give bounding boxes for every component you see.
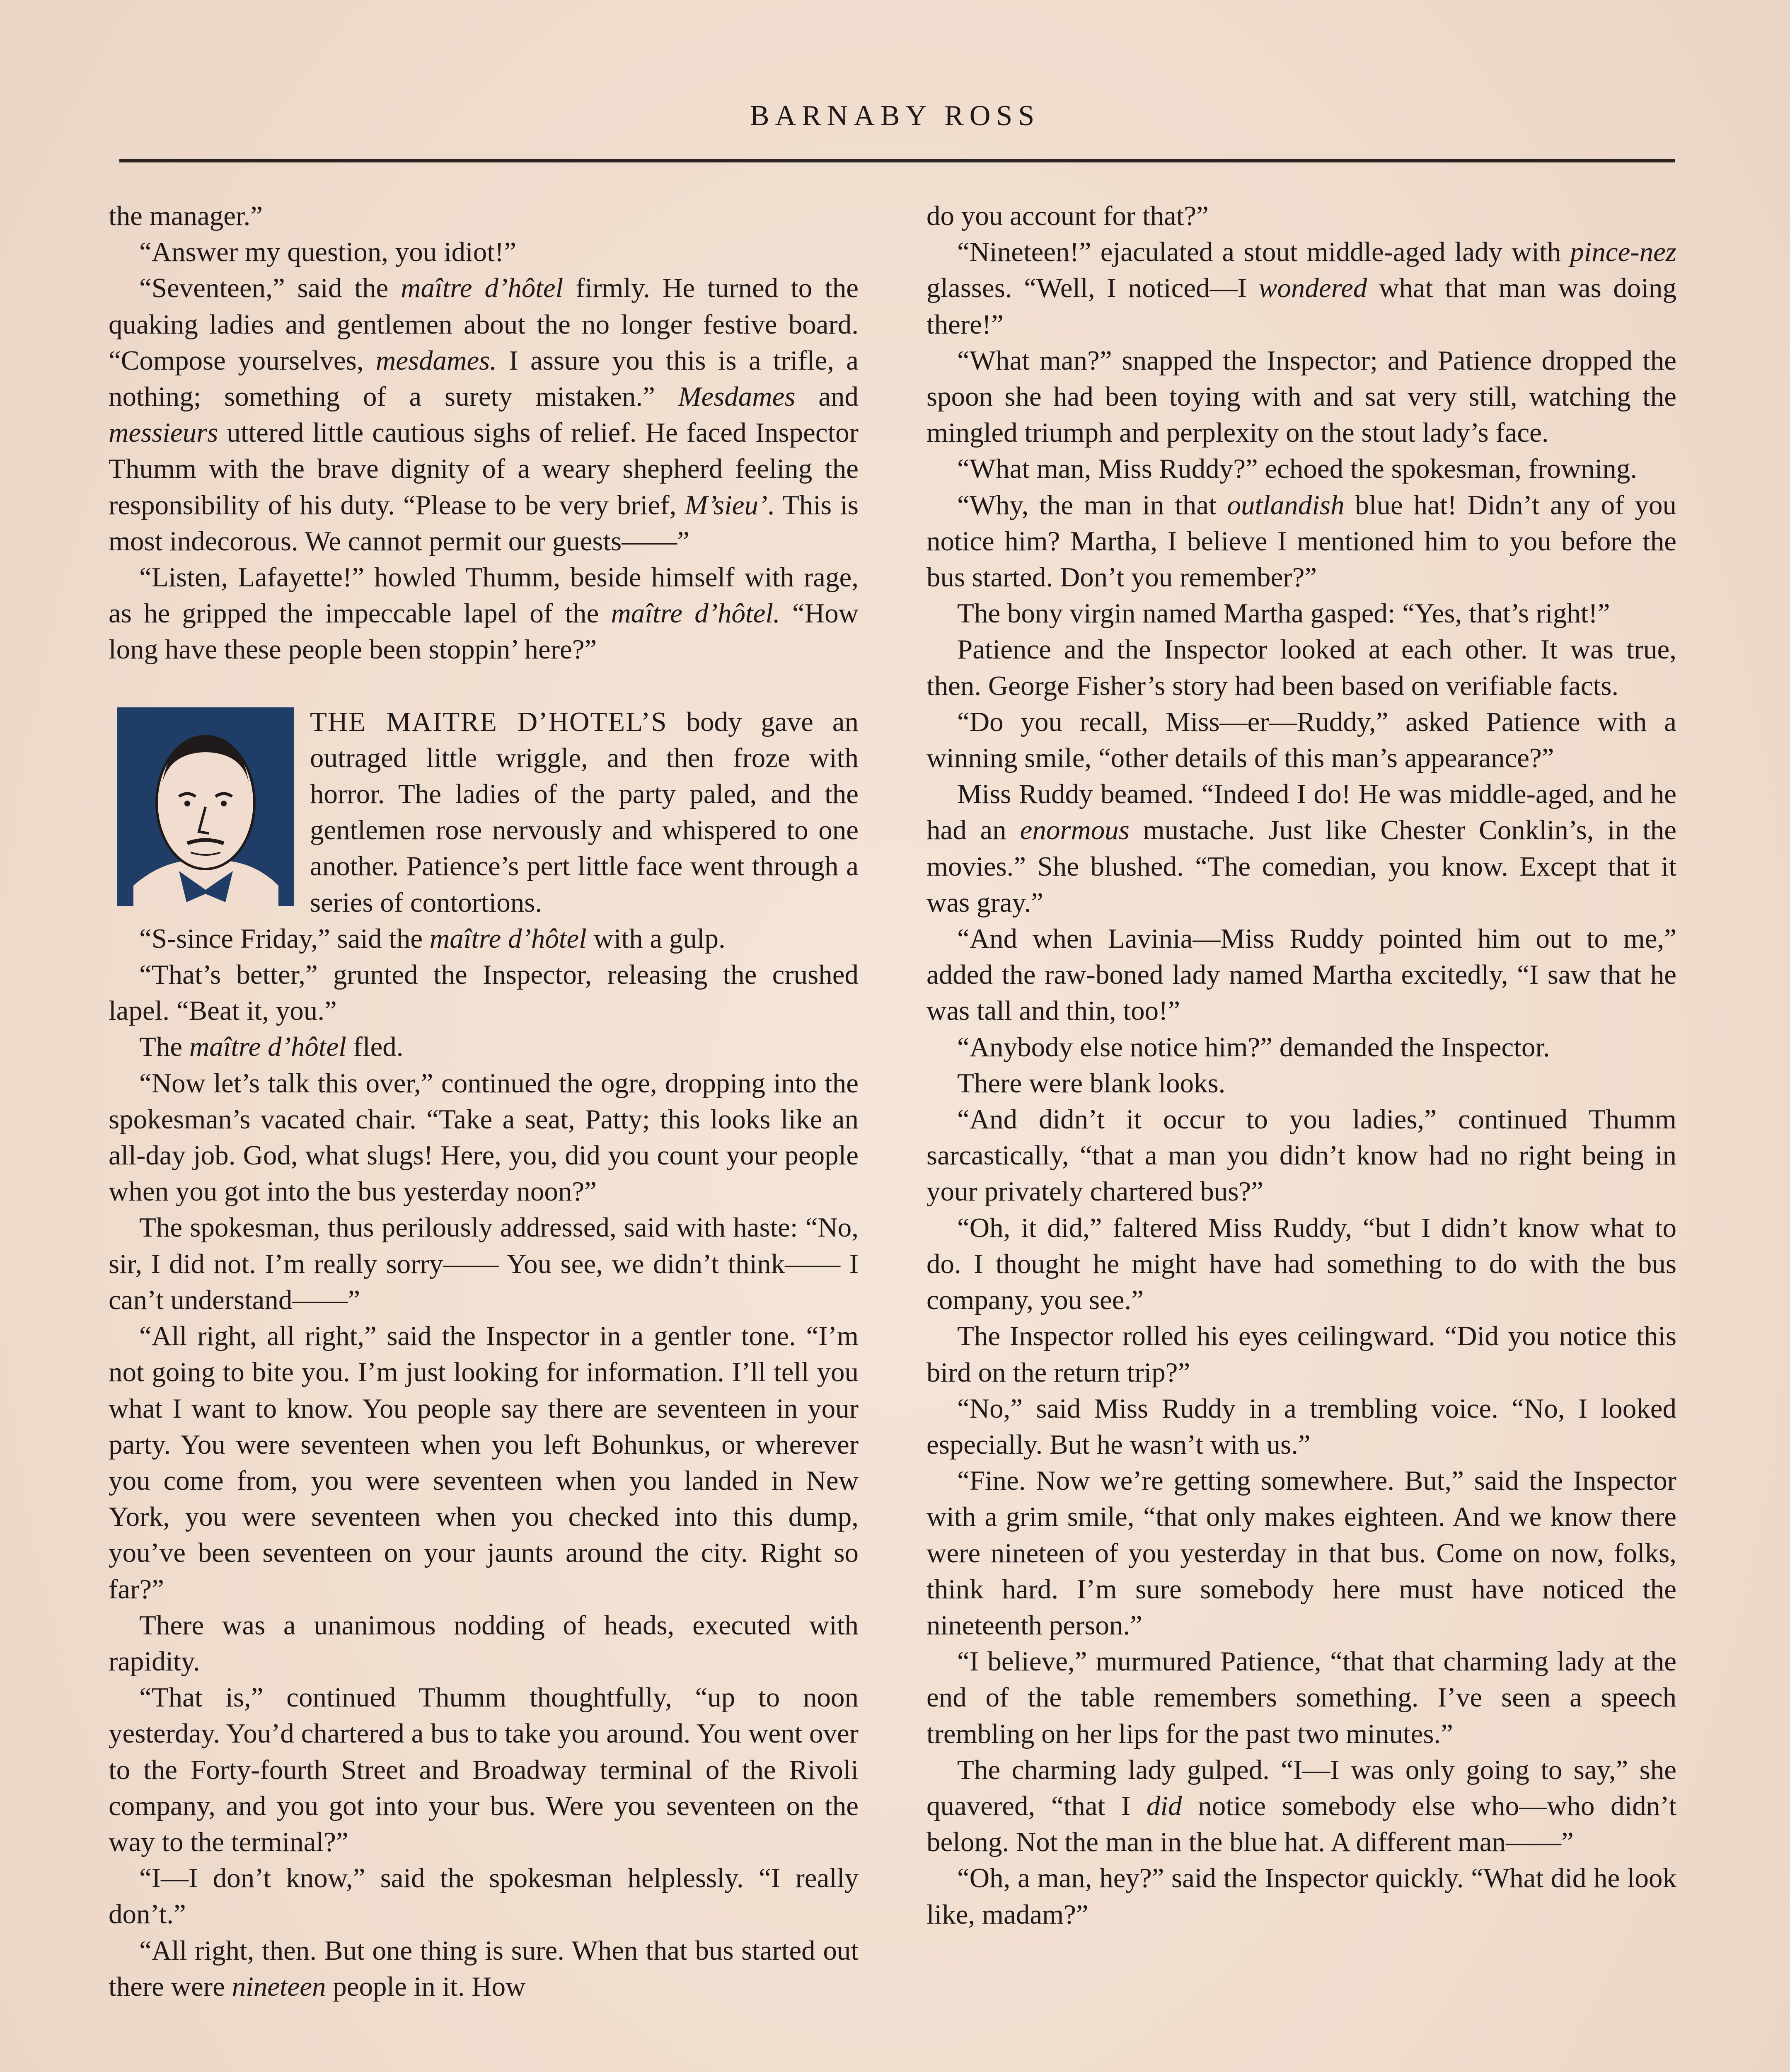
paragraph <box>109 921 859 957</box>
paragraph <box>926 1210 1676 1319</box>
paragraph <box>926 1860 1676 1932</box>
text-run: “Do you recall, Miss—er—Ruddy,” asked Patience with a winning smile, “other details of this man’s appearance?” <box>926 706 1676 774</box>
paragraph <box>926 198 1676 234</box>
paragraph <box>109 1318 859 1607</box>
text-run: “How long have these people been stoppin’ here?” <box>109 598 859 665</box>
text-run: “What man?” snapped the Inspector; and Patience dropped the spoon she had been toying with and sat very still, watching the mingled triumph and perplexity on the stout lady’s face. <box>926 345 1676 448</box>
italic-text: did <box>1146 1790 1182 1821</box>
text-run: the manager.” <box>109 201 263 231</box>
paragraph <box>926 1391 1676 1463</box>
left-column <box>109 198 859 2005</box>
text-run: and <box>795 381 859 412</box>
paragraph <box>926 1463 1676 1644</box>
text-run: “That’s better,” grunted the Inspector, releasing the crushed lapel. “Beat it, you.” <box>109 959 859 1026</box>
text-run: glasses. “Well, I noticed—I <box>926 273 1259 304</box>
text-run: THE MAITRE D’HOTEL’S <box>310 706 668 737</box>
text-run: fled. <box>346 1031 404 1063</box>
text-run: The spokesman, thus perilously addressed, said with haste: “No, sir, I did not. I’m really sorry—— You see, we didn’t think—— I can’t understand——” <box>109 1212 859 1315</box>
text-run: “Anybody else notice him?” demanded the Inspector. <box>957 1031 1550 1063</box>
paragraph <box>109 1029 859 1065</box>
text-run: . This is most indecorous. We cannot permit our guests——” <box>109 489 859 557</box>
text-run: “Now let’s talk this over,” continued the ogre, dropping into the spokesman’s vacated chair. “Take a seat, Patty; this looks like an all-day job. God, what slugs! Here, you, did you count your people when you got into the bus yesterday noon?” <box>109 1067 859 1207</box>
text-run: The <box>139 1031 189 1063</box>
paragraph <box>926 921 1676 1029</box>
text-run: “Fine. Now we’re getting somewhere. But,” said the Inspector with a grim smile, “that only makes eighteen. And we know there were nineteen of you yesterday in that bus. Come on now, folks, think hard. I’m sure somebody here must have noticed the nineteenth person.” <box>926 1465 1676 1641</box>
text-run: “Why, the man in that <box>957 489 1227 520</box>
paragraph <box>926 595 1676 632</box>
text-run: “That is,” continued Thumm thoughtfully, “up to noon yesterday. You’d chartered a bus to take you around. You went over to the Forty-fourth Street and Broadway terminal of the Rivoli company, and you got into your bus. Were you seventeen on the way to the terminal?” <box>109 1682 859 1857</box>
header-rule <box>119 159 1675 162</box>
text-run: “Seventeen,” said the <box>139 273 401 304</box>
text-run: “Oh, it did,” faltered Miss Ruddy, “but I didn’t know what to do. I thought he might have had something to do with the bus company, you see.” <box>926 1212 1676 1316</box>
paragraph <box>109 270 859 559</box>
text-run: body gave an outraged little wriggle, and then froze with horror. The ladies of the party paled, and the gentlemen rose nervously and whispered to one another. Patience’s pert little face went through a series of contortions. <box>310 706 859 918</box>
text-run: I assure you this is a trifle, a nothing; something of a surety mistaken.” <box>109 345 859 412</box>
text-run: blue hat! Didn’t any of you notice him? Martha, I believe I mentioned him to you before the bus started. Don’t you remember?” <box>926 489 1676 593</box>
italic-text: maître d’hôtel <box>401 273 564 304</box>
paragraph <box>926 1029 1676 1065</box>
text-run: firmly. He turned to the quaking ladies and gentlemen about the no longer festive board. “Compose yourselves, <box>109 273 859 376</box>
text-run: uttered little cautious sighs of relief. He faced Inspector Thumm with the brave dignity of a weary shepherd feeling the responsibility of his duty. “Please to be very brief, <box>109 417 859 520</box>
text-run: notice somebody else who—who didn’t belong. Not the man in the blue hat. A different man——” <box>926 1790 1676 1858</box>
paragraph <box>926 343 1676 451</box>
paragraph <box>926 632 1676 704</box>
text-run: The Inspector rolled his eyes ceilingward. “Did you notice this bird on the return trip?” <box>926 1321 1676 1388</box>
paragraph <box>109 1607 859 1680</box>
paragraph <box>926 1318 1676 1390</box>
italic-text: M’sieu’ <box>685 489 768 520</box>
text-run: “What man, Miss Ruddy?” echoed the spokesman, frowning. <box>957 453 1638 484</box>
text-run: The charming lady gulped. “I—I was only going to say,” she quavered, “that I <box>926 1754 1676 1821</box>
paragraph <box>926 776 1676 921</box>
text-run: with a gulp. <box>586 923 726 954</box>
text-run: “All right, all right,” said the Inspector in a gentler tone. “I’m not going to bite you. I’m just looking for information. I’ll tell you what I want to know. You people say there are seventeen in your party. You were seventeen when you left Bohunkus, or wherever you come from, you were seventeen when you landed in New York, you were seventeen when you checked into this dump, you’ve been seventeen on your jaunts around the city. Right so far?” <box>109 1321 859 1605</box>
paragraph <box>109 198 859 234</box>
paragraph <box>926 1065 1676 1101</box>
text-run: The bony virgin named Martha gasped: “Yes, that’s right!” <box>957 598 1610 629</box>
text-run: “I—I don’t know,” said the spokesman helplessly. “I really don’t.” <box>109 1863 859 1930</box>
paragraph <box>109 957 859 1029</box>
text-run: mustache. Just like Chester Conklin’s, in the movies.” She blushed. “The comedian, you know. Except that it was gray.” <box>926 815 1676 918</box>
italic-text: wondered <box>1258 273 1367 304</box>
paragraph <box>109 1065 859 1210</box>
italic-text: maître d’hôtel. <box>611 598 780 629</box>
text-run: “And didn’t it occur to you ladies,” continued Thumm sarcastically, “that a man you didn’t know had no right being in your privately chartered bus?” <box>926 1104 1676 1207</box>
text-run: what that man was doing there!” <box>926 273 1676 340</box>
text-run: “All right, then. But one thing is sure. When that bus started out there were <box>109 1935 859 2002</box>
italic-text: enormous <box>1020 815 1130 846</box>
italic-text: pince-nez <box>1570 237 1676 268</box>
text-run: “Nineteen!” ejaculated a stout middle-aged lady with <box>957 237 1570 268</box>
paragraph <box>109 559 859 668</box>
text-run: “Oh, a man, hey?” said the Inspector quickly. “What did he look like, madam?” <box>926 1863 1676 1930</box>
illustrated-paragraph <box>109 704 859 921</box>
text-run: “Listen, Lafayette!” howled Thumm, beside himself with rage, as he gripped the impeccable lapel of the <box>109 562 859 629</box>
maitre-d-portrait-illustration <box>117 707 294 906</box>
text-run: “And when Lavinia—Miss Ruddy pointed him out to me,” added the raw-boned lady named Martha excitedly, “I saw that he was tall and thin, too!” <box>926 923 1676 1026</box>
paragraph <box>109 1860 859 1932</box>
italic-text: nineteen <box>232 1971 326 2002</box>
italic-text: Mesdames <box>678 381 796 412</box>
paragraph <box>109 1210 859 1318</box>
text-run: There was a unanimous nodding of heads, executed with rapidity. <box>109 1610 859 1677</box>
italic-text: maître d’hôtel <box>189 1031 346 1063</box>
text-run: Miss Ruddy beamed. “Indeed I do! He was middle-aged, and he had an <box>926 779 1676 846</box>
text-run: There were blank looks. <box>957 1067 1226 1099</box>
italic-text: messieurs <box>109 417 218 448</box>
text-run: “S-since Friday,” said the <box>139 923 430 954</box>
text-run: “No,” said Miss Ruddy in a trembling voice. “No, I looked especially. But he wasn’t with us.” <box>926 1393 1676 1460</box>
paragraph <box>109 234 859 270</box>
text-run: do you account for that?” <box>926 201 1209 231</box>
text-run: people in it. How <box>326 1971 526 2002</box>
running-head: BARNABY ROSS <box>750 100 1040 132</box>
paragraph-spacer <box>109 668 859 704</box>
paragraph <box>926 1644 1676 1752</box>
italic-text: outlandish <box>1227 489 1345 520</box>
paragraph <box>926 234 1676 343</box>
text-run: “I believe,” murmured Patience, “that that charming lady at the end of the table remembers something. I’ve seen a speech trembling on her lips for the past two minutes.” <box>926 1646 1676 1749</box>
paragraph <box>926 487 1676 596</box>
paragraph <box>926 451 1676 487</box>
paragraph <box>926 1101 1676 1210</box>
italic-text: mesdames. <box>375 345 497 376</box>
text-run: “Answer my question, you idiot!” <box>139 237 516 268</box>
paragraph <box>109 1680 859 1860</box>
right-column <box>926 198 1676 1933</box>
italic-text: maître d’hôtel <box>429 923 587 954</box>
text-run: Patience and the Inspector looked at each other. It was true, then. George Fisher’s story had been based on verifiable facts. <box>926 634 1676 701</box>
paragraph <box>926 1752 1676 1861</box>
paragraph <box>926 704 1676 776</box>
paragraph <box>109 1933 859 2005</box>
